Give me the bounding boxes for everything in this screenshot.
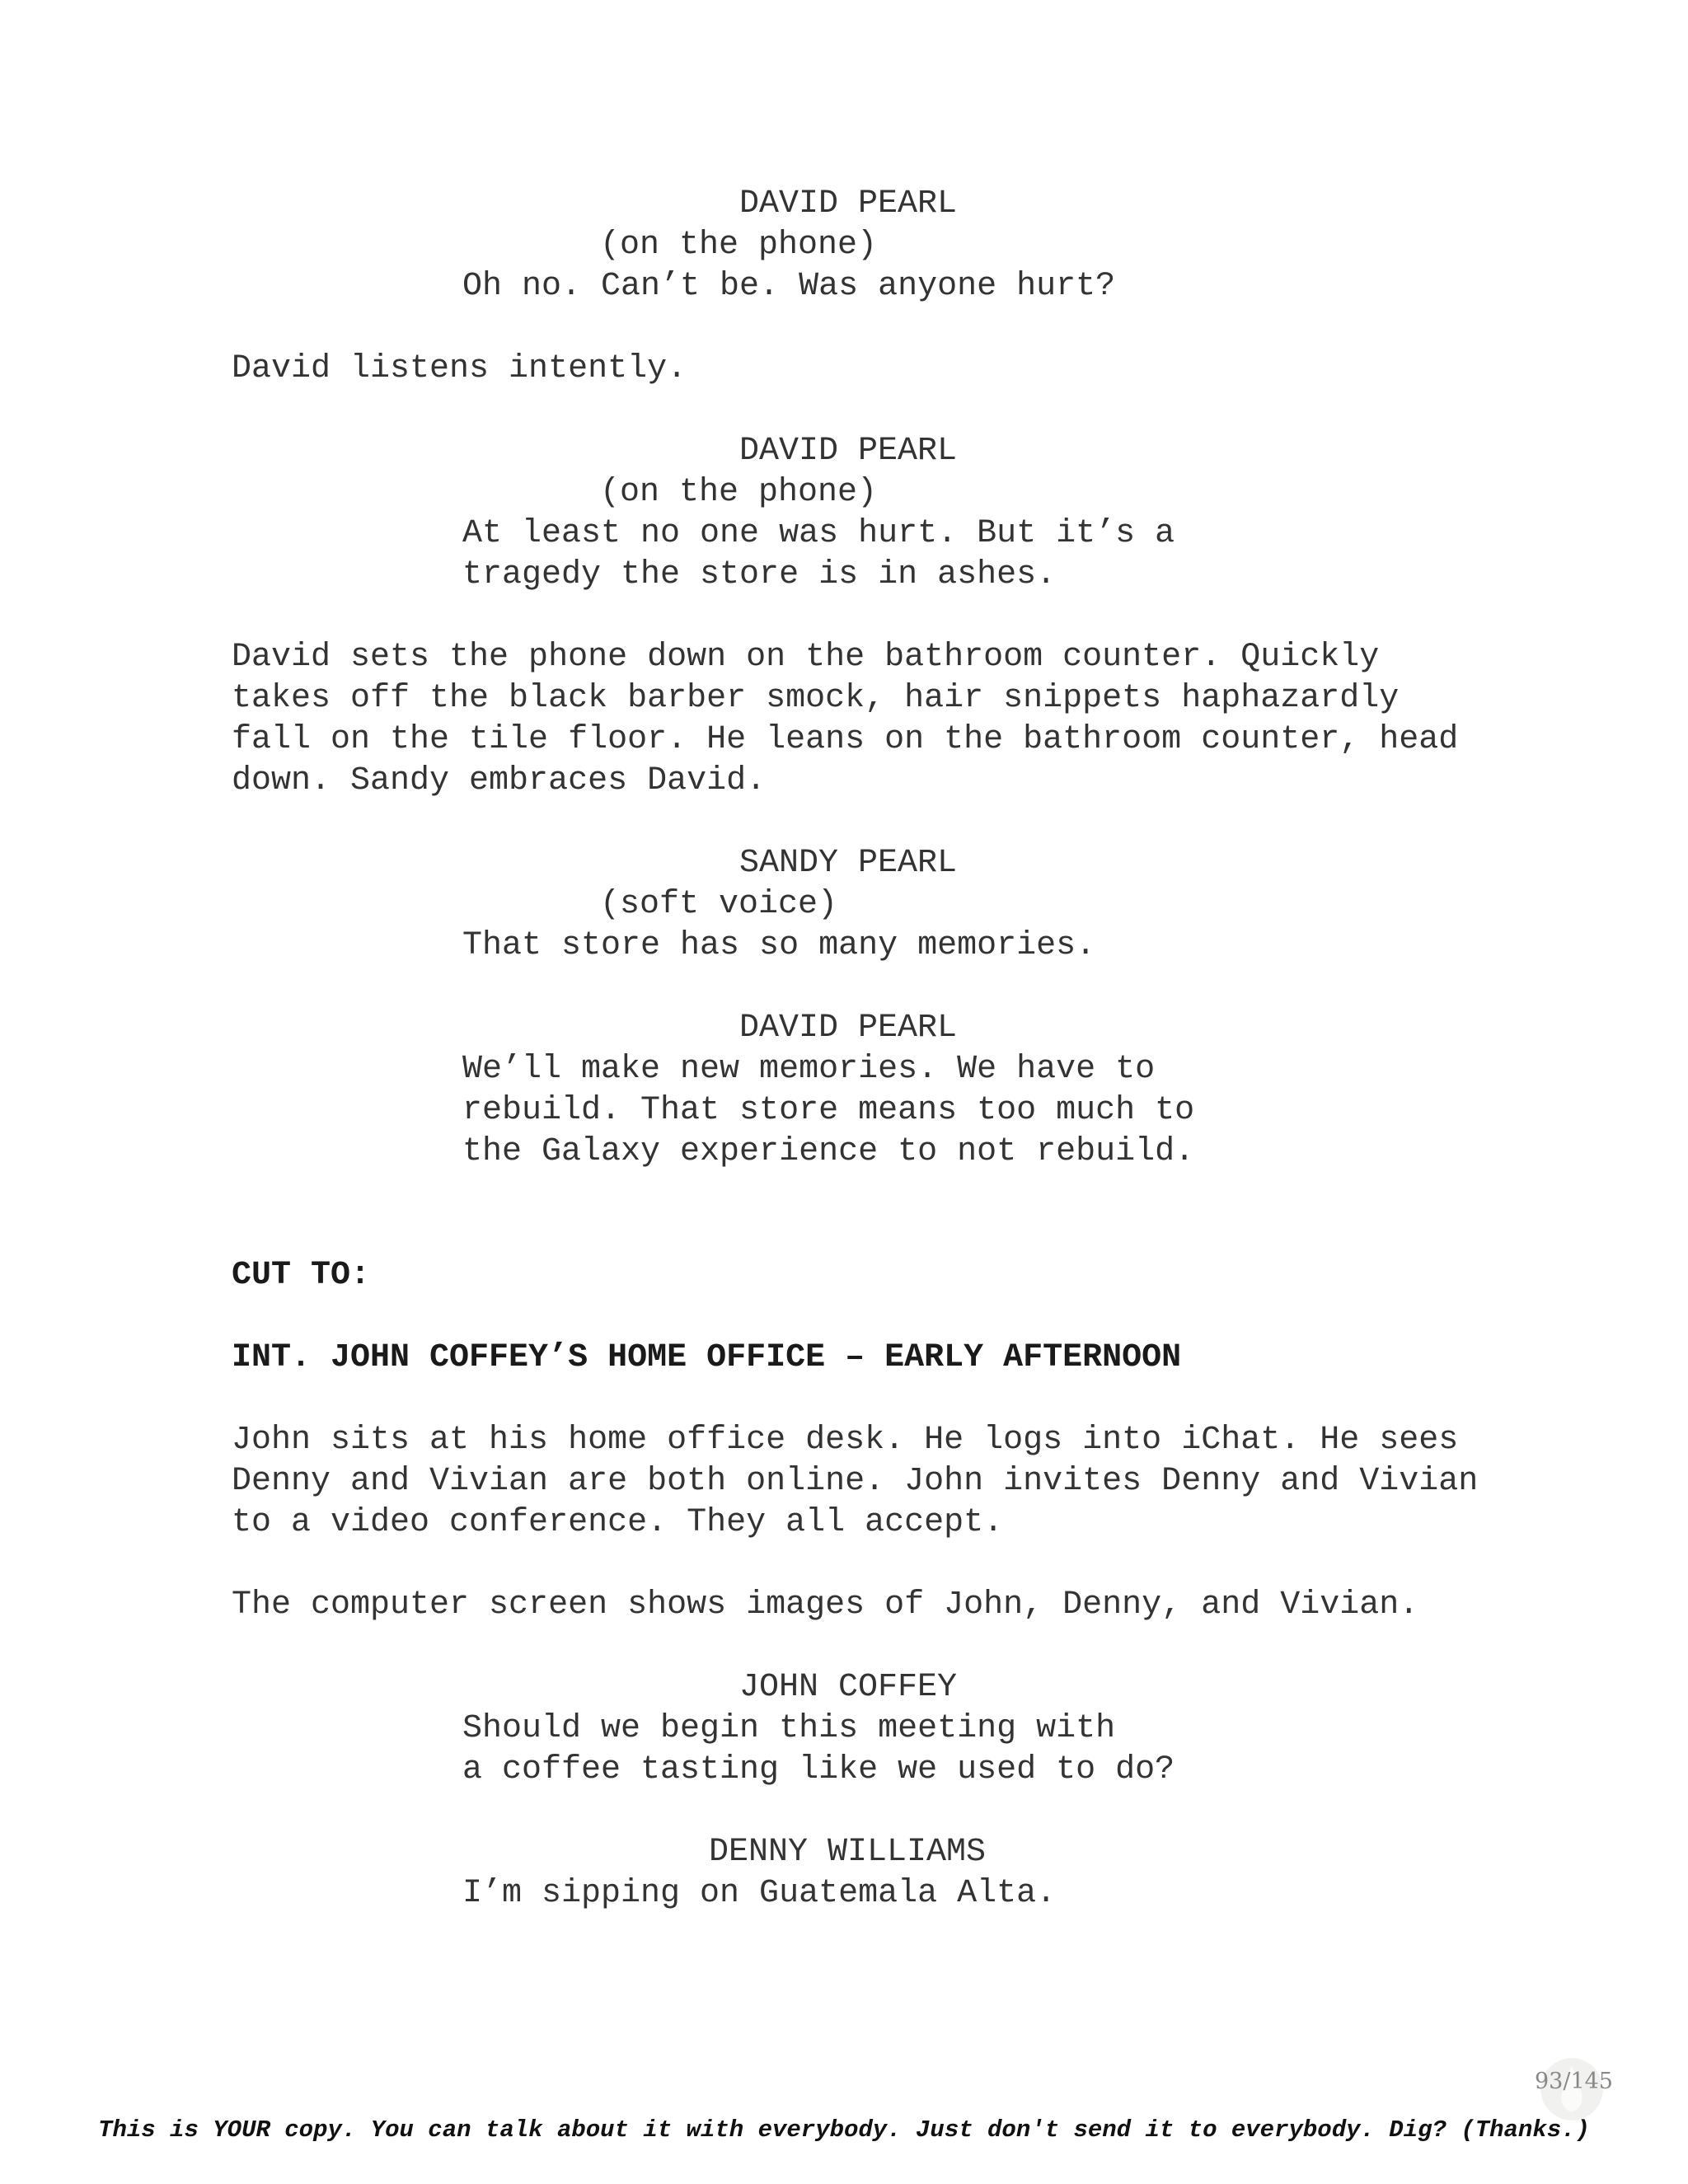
dialogue-line: I’m sipping on Guatemala Alta. <box>462 1875 1057 1912</box>
parenthetical: (on the phone) <box>600 474 878 511</box>
dialogue-line: rebuild. That store means too much to <box>462 1092 1195 1129</box>
dialogue-line: We’ll make new memories. We have to <box>462 1051 1156 1088</box>
action-line: takes off the black barber smock, hair snippets haphazardly <box>232 680 1400 717</box>
action-line: John sits at his home office desk. He logs into iChat. He sees <box>232 1422 1459 1459</box>
action-line: David listens intently. <box>232 350 687 387</box>
action-line: The computer screen shows images of John, Denny, and Vivian. <box>232 1586 1419 1624</box>
dialogue-line: the Galaxy experience to not rebuild. <box>462 1133 1195 1170</box>
action-line: fall on the tile floor. He leans on the bathroom counter, head <box>232 721 1459 758</box>
dialogue-line: a coffee tasting like we used to do? <box>462 1751 1175 1788</box>
character-name: DAVID PEARL <box>739 185 958 223</box>
parenthetical: (soft voice) <box>600 886 838 923</box>
action-line: down. Sandy embraces David. <box>232 762 767 799</box>
character-name: DAVID PEARL <box>739 433 958 470</box>
character-name: SANDY PEARL <box>739 845 958 882</box>
transition: CUT TO: <box>232 1257 371 1294</box>
action-line: Denny and Vivian are both online. John invites Denny and Vivian <box>232 1463 1479 1500</box>
scene-heading: INT. JOHN COFFEY’S HOME OFFICE – EARLY AFTERNOON <box>232 1339 1182 1376</box>
footer-notice: This is YOUR copy. You can talk about it with everybody. Just don't send it to everybody. Dig? (Thanks.) <box>98 2116 1590 2144</box>
dialogue-line: That store has so many memories. <box>462 927 1096 964</box>
character-name: JOHN COFFEY <box>739 1669 958 1706</box>
dialogue-line: Should we begin this meeting with <box>462 1710 1116 1747</box>
dialogue-line: At least no one was hurt. But it’s a <box>462 515 1175 552</box>
dialogue-line: tragedy the store is in ashes. <box>462 556 1057 593</box>
action-line: to a video conference. They all accept. <box>232 1504 1004 1541</box>
character-name: DENNY WILLIAMS <box>709 1834 987 1871</box>
character-name: DAVID PEARL <box>739 1010 958 1047</box>
page-number: 93/145 <box>1535 2069 1613 2094</box>
parenthetical: (on the phone) <box>600 227 878 264</box>
dialogue-line: Oh no. Can’t be. Was anyone hurt? <box>462 268 1116 305</box>
action-line: David sets the phone down on the bathroom counter. Quickly <box>232 639 1380 676</box>
